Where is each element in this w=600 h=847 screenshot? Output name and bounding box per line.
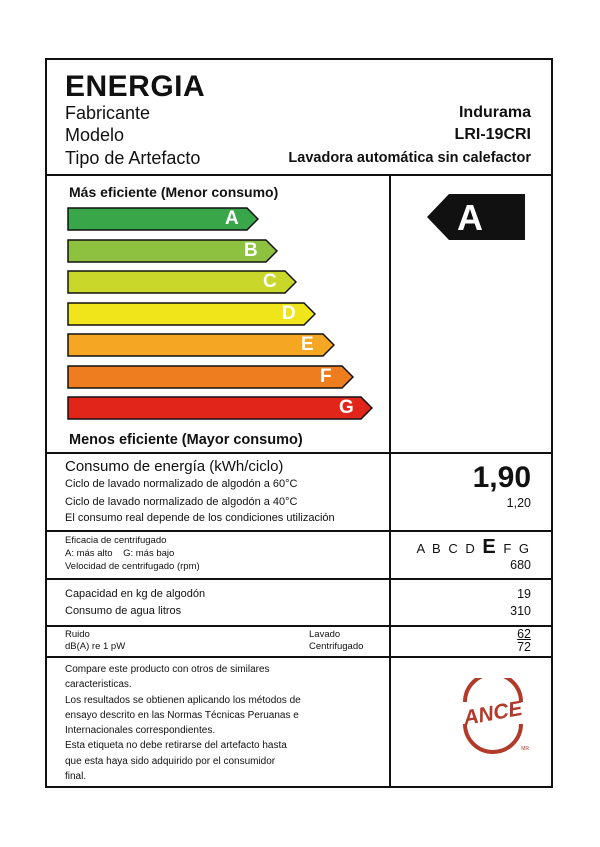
energy-class-letter: E [301, 334, 314, 355]
consumption-title: Consumo de energía (kWh/ciclo) [65, 458, 284, 475]
footer-notes [65, 662, 301, 784]
energy-class-letter: B [244, 239, 258, 261]
energy-class-bar-c [67, 270, 297, 294]
noise-label: Ruido [65, 629, 90, 640]
spin-efficiency-title: Eficacia de centrifugado [65, 535, 167, 546]
footer-line: que esta haya sido adquirido por el consumidor [65, 755, 276, 767]
consumption-60-value: 1,90 [472, 461, 531, 494]
divider [47, 578, 551, 580]
noise-wash-value: 62 [517, 627, 531, 641]
water-consumption-label: Consumo de agua litros [65, 605, 182, 617]
energy-label [45, 58, 553, 788]
energy-class-bar-b [67, 239, 278, 263]
energy-class-bar-d [67, 302, 316, 326]
footer-line: ensayo descrito en las Normas Técnicas Peruanas e [65, 709, 299, 721]
energy-class-bar-a [67, 207, 259, 231]
appliance-type-value: Lavadora automática sin calefactor [288, 150, 531, 166]
manufacturer-label: Fabricante [65, 103, 151, 123]
manufacturer-value: Indurama [458, 104, 531, 121]
divider [47, 625, 551, 627]
energy-class-letter: A [225, 208, 239, 229]
svg-text:ANCE: ANCE [461, 697, 525, 731]
noise-spin-value: 72 [517, 640, 531, 654]
energy-class-letter: C [263, 271, 277, 292]
rating-letter: A [457, 197, 483, 238]
label-title: ENERGIA [65, 70, 206, 103]
energy-class-bar-g [67, 396, 373, 420]
spin-scale-before: A B C D [416, 541, 477, 556]
energy-class-letter: G [339, 397, 354, 418]
energy-class-bar-f [67, 365, 354, 389]
scale-top-label: Más eficiente (Menor consumo) [69, 184, 279, 200]
divider [47, 174, 551, 176]
noise-unit-label: dB(A) re 1 pW [65, 641, 126, 652]
energy-class-bar-e [67, 333, 335, 357]
footer-line: Los resultados se obtienen aplicando los métodos de [65, 694, 301, 706]
footer-line: Esta etiqueta no debe retirarse del artefacto hasta [65, 740, 287, 752]
model-value: LRI-19CRI [454, 126, 531, 143]
spin-scale-selected: E [482, 536, 498, 558]
water-consumption-value: 310 [510, 604, 531, 618]
footer-line: Internacionales correspondientes. [65, 725, 216, 737]
model-label: Modelo [65, 125, 125, 145]
appliance-type-label: Tipo de Artefacto [65, 148, 201, 168]
divider [47, 452, 551, 454]
footer-line: final. [65, 771, 87, 783]
consumption-40-label: Ciclo de lavado normalizado de algodón a 40°C [65, 496, 298, 508]
scale-bottom-label: Menos eficiente (Mayor consumo) [69, 432, 303, 448]
footer-line: Compare este producto con otros de similares [65, 664, 270, 675]
consumption-40-value: 1,20 [506, 496, 531, 510]
consumption-60-label: Ciclo de lavado normalizado de algodón a 60°C [65, 478, 298, 490]
spin-efficiency-scale [416, 536, 531, 559]
footer-line: caracteristicas. [65, 679, 132, 691]
divider [47, 530, 551, 532]
consumption-note: El consumo real depende de los condiciones utilización [65, 512, 335, 524]
capacity-value: 19 [517, 587, 531, 601]
spin-scale-after: F G [503, 541, 531, 556]
noise-spin-label: Centrifugado [309, 641, 364, 652]
energy-class-letter: F [320, 365, 332, 387]
spin-speed-value: 680 [510, 558, 531, 572]
ance-logo [453, 678, 533, 759]
spin-speed-label: Velocidad de centrifugado (rpm) [65, 561, 200, 572]
svg-text:MR: MR [521, 746, 529, 752]
column-divider [389, 176, 391, 786]
noise-wash-label: Lavado [309, 629, 341, 640]
spin-efficiency-legend: A: más alto G: más bajo [65, 548, 175, 559]
capacity-label: Capacidad en kg de algodón [65, 588, 206, 600]
energy-class-letter: D [282, 302, 296, 324]
divider [47, 656, 551, 658]
